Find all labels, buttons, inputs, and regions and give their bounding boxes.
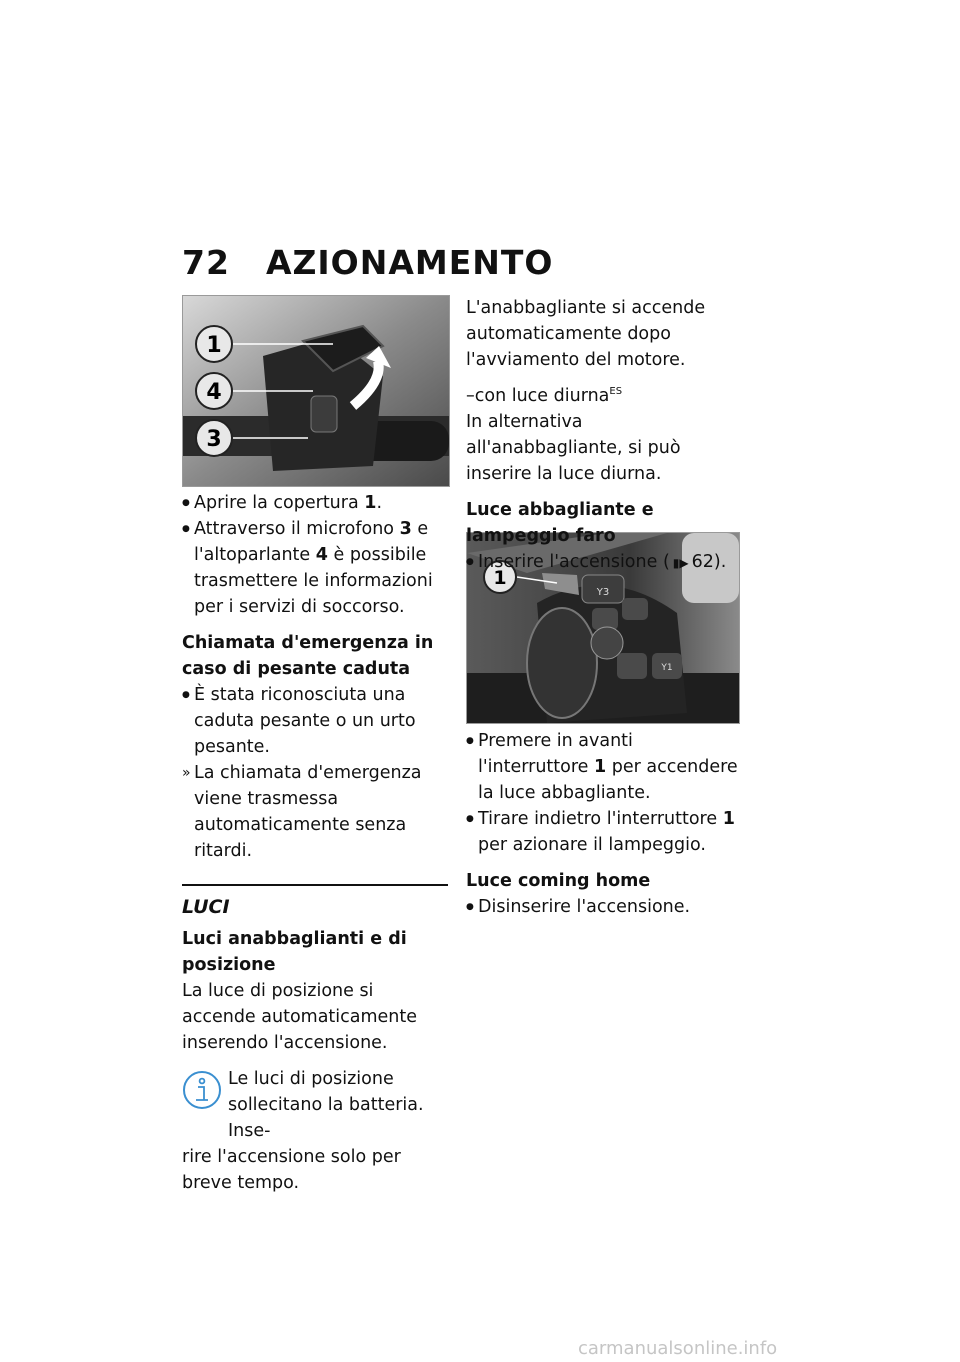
info-note-first-lines: Le luci di posizione sollecitano la batteria. Inse- (228, 1069, 424, 1141)
heading-high-beam: Luce abbagliante e lampeggio faro (466, 500, 654, 546)
emergency-switch-figure (182, 295, 450, 487)
info-icon (182, 1070, 222, 1110)
callout-4: 4 (206, 380, 222, 405)
callout-3: 3 (206, 427, 222, 452)
drl-option: –con luce diurna$^{ES}$ (466, 386, 623, 406)
step-flash: ● Tirare indietro l'interruttore 1 per azionare il lampeggio. (466, 806, 738, 858)
right-column-bottom (466, 728, 738, 920)
page-header (182, 243, 553, 282)
drl-superscript: ES (609, 386, 623, 397)
step-ignition-on: ● Inserire l'accensione ( ▮▶ 62). (466, 549, 738, 576)
callout-1: 1 (206, 333, 222, 358)
page-number: 72 (182, 243, 230, 282)
button-mark-y3: Y3 (596, 587, 610, 598)
watermark: carmanualsonline.info (578, 1338, 778, 1359)
step-high-beam: ● Premere in avanti l'interruttore 1 per accendere la luce abbagliante. (466, 728, 738, 806)
step-microphone: ● Attraverso il microfono 3 e l'altoparlante 4 è possibile trasmettere le informazioni per i servizi di soccorso. (182, 516, 448, 620)
emergency-condition: ● È stata riconosciuta una caduta pesante o un urto pesante. (182, 682, 448, 760)
drl-paragraph: In alternativa all'anabbagliante, si può inserire la luce diurna. (466, 412, 681, 484)
section-heading-lights: LUCI (182, 896, 230, 918)
page-title: AZIONAMENTO (265, 243, 554, 282)
left-column (182, 490, 448, 1196)
heading-coming-home: Luce coming home (466, 871, 651, 891)
callout-1-fig2: 1 (493, 567, 507, 589)
section-divider (182, 884, 448, 886)
step-ignition-off: ● Disinserire l'accensione. (466, 894, 738, 920)
heading-emergency-call: Chiamata d'emergenza in caso di pesante caduta (182, 633, 434, 679)
step-open-cover: ● Aprire la copertura 1. (182, 490, 448, 516)
right-column-top (466, 295, 738, 576)
info-note (182, 1066, 448, 1196)
emergency-result: » La chiamata d'emergenza viene trasmessa automaticamente senza ritardi. (182, 760, 448, 864)
low-beam-paragraph: L'anabbagliante si accende automaticamente dopo l'avviamento del motore. (466, 298, 706, 370)
button-mark-y1: Y1 (661, 663, 673, 673)
info-note-rest: rire l'accensione solo per breve tempo. (182, 1147, 401, 1193)
page-ref-arrow-icon: ▮▶ (672, 556, 689, 570)
page-ref-link[interactable]: 62 (691, 552, 714, 572)
lights-paragraph: La luce di posizione si accende automaticamente inserendo l'accensione. (182, 981, 418, 1053)
heading-low-position-lights: Luci anabbaglianti e di posizione (182, 929, 407, 975)
